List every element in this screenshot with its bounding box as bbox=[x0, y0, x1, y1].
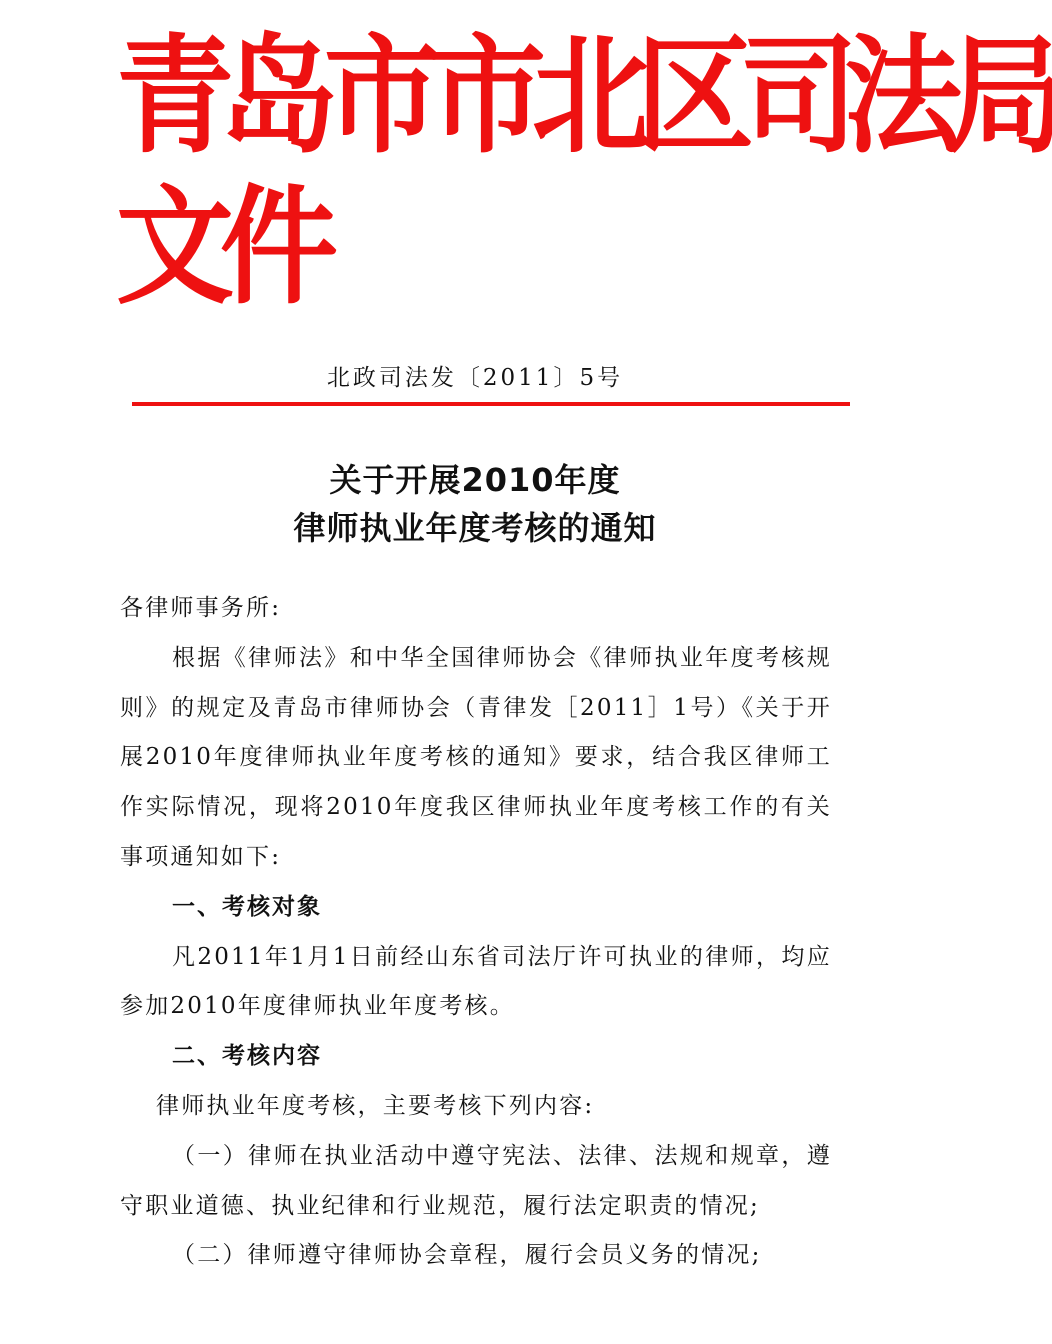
salutation: 各律师事务所: bbox=[120, 595, 282, 621]
contents-item-1: （一）律师在执业活动中遵守宪法、法律、法规和规章，遵守职业道德、执业纪律和行业规范，履行法定职责的情况; bbox=[120, 1142, 832, 1219]
document-number: 北政司法发〔2011〕5号 bbox=[326, 365, 624, 391]
notice-title-line-2: 律师执业年度考核的通知 bbox=[293, 509, 657, 547]
notice-body bbox=[120, 584, 832, 1281]
section-heading-targets: 一、考核对象 bbox=[172, 893, 322, 920]
intro-paragraph: 根据《律师法》和中华全国律师协会《律师执业年度考核规则》的规定及青岛市律师协会（青律发［2011］1号）《关于开展2010年度律师执业年度考核的通知》要求，结合我区律师工作实际情况，现将2010年度我区律师执业年度考核工作的有关事项通知如下: bbox=[120, 644, 832, 870]
contents-item-2: （二）律师遵守律师协会章程，履行会员义务的情况; bbox=[172, 1242, 762, 1269]
masthead bbox=[116, 20, 1052, 322]
section-contents-intro: 律师执业年度考核，主要考核下列内容: bbox=[156, 1092, 595, 1119]
section-heading-contents: 二、考核内容 bbox=[172, 1043, 322, 1070]
masthead-org-name: 青岛市市北区司法局 bbox=[116, 21, 1052, 171]
section-targets-paragraph: 凡2011年1月1日前经山东省司法厅许可执业的律师，均应参加2010年度律师执业年度考核。 bbox=[120, 943, 832, 1020]
red-divider-line bbox=[132, 402, 850, 406]
masthead-document-label: 文件 bbox=[116, 172, 325, 322]
notice-title-line-1: 关于开展2010年度 bbox=[329, 461, 621, 499]
